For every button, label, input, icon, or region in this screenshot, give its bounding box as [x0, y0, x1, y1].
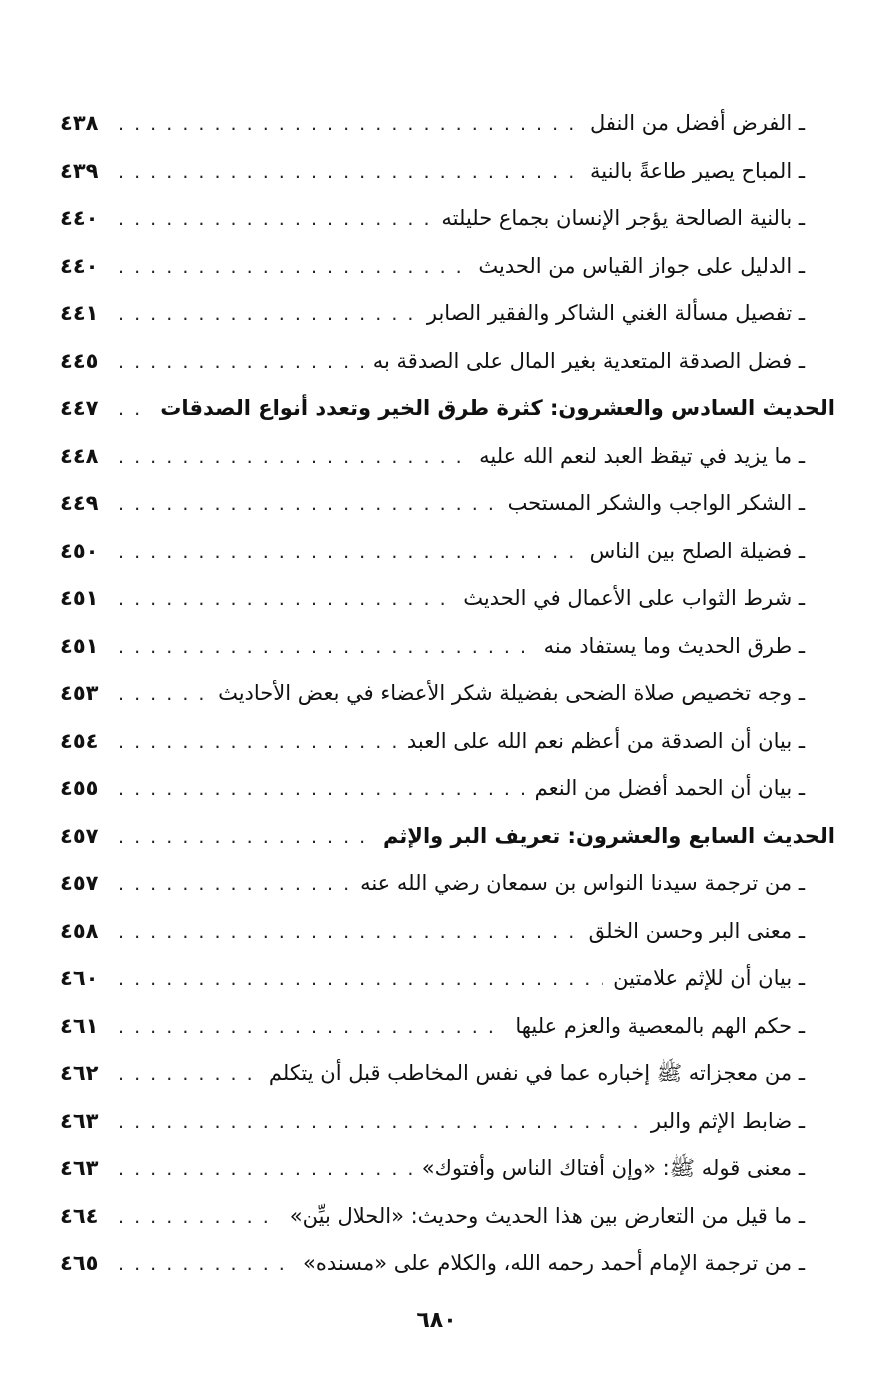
- dot-leader: [118, 576, 453, 624]
- toc-entry: [60, 765, 835, 813]
- toc-entry: [60, 1240, 835, 1288]
- page-number: ٤٣٩: [60, 158, 99, 183]
- dot-leader: [118, 101, 580, 149]
- toc-entry: [60, 1098, 835, 1146]
- dot-leader: [118, 861, 350, 909]
- page-number: ٤٤١: [60, 301, 99, 325]
- dot-leader: [118, 244, 468, 292]
- toc-entry: [60, 670, 835, 718]
- entry-title: ـ تفصيل مسألة الغني الشاكر والفقير الصابر: [426, 301, 805, 325]
- dot-leader: [118, 1241, 293, 1289]
- entry-title: ـ الدليل على جواز القياس من الحديث: [478, 253, 805, 278]
- toc-entry: [60, 1003, 835, 1051]
- dot-leader: [118, 719, 397, 767]
- page-number: ٤٥٤: [60, 728, 99, 753]
- entry-title: ـ فضيلة الصلح بين الناس: [589, 538, 805, 563]
- entry-title: ـ الفرض أفضل من النفل: [589, 111, 805, 135]
- dot-leader: [118, 434, 469, 482]
- page-number: ٤٥١: [60, 633, 99, 658]
- entry-title: ـ ضابط الإثم والبر: [650, 1108, 805, 1133]
- dot-leader: [118, 1051, 259, 1099]
- dot-leader: [118, 909, 579, 957]
- entry-title: ـ ما قيل من التعارض بين هذا الحديث وحديث: «الحلال بيِّن»: [289, 1203, 805, 1228]
- toc-entry: [60, 148, 835, 196]
- entry-title: ـ بيان أن الحمد أفضل من النعم: [534, 776, 805, 800]
- chapter-title: الحديث السادس والعشرون: كثرة طرق الخير وتعدد أنواع الصدقات: [160, 396, 835, 420]
- entry-title: ـ من ترجمة سيدنا النواس بن سمعان رضي الله عنه: [360, 871, 805, 895]
- entry-title: ـ طرق الحديث وما يستفاد منه: [543, 633, 805, 658]
- dot-leader: [118, 481, 498, 529]
- dot-leader: [118, 956, 603, 1004]
- entry-title: ـ حكم الهم بالمعصية والعزم عليها: [515, 1013, 805, 1038]
- page-number: ٤٤٥: [60, 348, 99, 373]
- entry-title: ـ معنى البر وحسن الخلق: [588, 918, 805, 943]
- dot-leader: [118, 671, 208, 719]
- dot-leader: [118, 1004, 505, 1052]
- toc-entry: [60, 955, 835, 1003]
- toc-entry: [60, 338, 835, 386]
- entry-title: ـ المباح يصير طاعةً بالنية: [590, 158, 805, 183]
- toc-entry: [60, 623, 835, 671]
- dot-leader: [118, 196, 431, 244]
- toc-entry: [60, 1145, 835, 1193]
- page-number: ٤٤٩: [60, 491, 99, 515]
- page-number: ٤٦١: [60, 1013, 99, 1038]
- page-number: ٤٦٣: [60, 1108, 99, 1133]
- page-number: ٤٥١: [60, 586, 99, 610]
- dot-leader: [118, 624, 534, 672]
- page-number: ٤٤٠: [60, 253, 99, 278]
- entry-title: ـ معنى قوله ﷺ: «وإن أفتاك الناس وأفتوك»: [421, 1156, 805, 1180]
- toc-entry: [60, 195, 835, 243]
- toc-chapter-entry: [60, 385, 835, 433]
- toc-entry: [60, 243, 835, 291]
- toc-entry: [60, 860, 835, 908]
- table-of-contents: [60, 100, 835, 1288]
- toc-entry: [60, 1193, 835, 1241]
- dot-leader: [118, 1146, 412, 1194]
- chapter-title: الحديث السابع والعشرون: تعريف البر والإثم: [382, 823, 835, 848]
- entry-title: ـ بيان أن للإثم علامتين: [613, 966, 805, 990]
- toc-entry: [60, 718, 835, 766]
- entry-title: ـ وجه تخصيص صلاة الضحى بفضيلة شكر الأعضاء في بعض الأحاديث: [218, 681, 805, 705]
- dot-leader: [118, 386, 150, 434]
- page-number: ٤٤٨: [60, 443, 99, 468]
- toc-entry: [60, 290, 835, 338]
- dot-leader: [118, 1194, 280, 1242]
- dot-leader: [118, 766, 525, 814]
- toc-entry: [60, 528, 835, 576]
- entry-title: ـ من ترجمة الإمام أحمد رحمه الله، والكلام على «مسنده»: [303, 1251, 805, 1275]
- dot-leader: [118, 291, 417, 339]
- page-number: ٤٣٨: [60, 111, 99, 135]
- page-folio-number: ٦٨٠: [416, 1308, 457, 1333]
- entry-title: ـ بيان أن الصدقة من أعظم نعم الله على العبد: [406, 728, 805, 753]
- entry-title: ـ من معجزاته ﷺ إخباره عما في نفس المخاطب قبل أن يتكلم: [268, 1061, 805, 1085]
- page-number: ٤٦٤: [60, 1203, 99, 1228]
- dot-leader: [118, 1099, 641, 1147]
- page-number: ٤٥٧: [60, 823, 99, 848]
- dot-leader: [118, 339, 363, 387]
- toc-chapter-entry: [60, 813, 835, 861]
- page-number: ٤٤٧: [60, 396, 99, 420]
- toc-entry: [60, 100, 835, 148]
- page-number: ٤٥٨: [60, 918, 99, 943]
- entry-title: ـ الشكر الواجب والشكر المستحب: [507, 491, 805, 515]
- page-number: ٤٥٥: [60, 776, 99, 800]
- page-number: ٤٦٥: [60, 1251, 99, 1275]
- dot-leader: [118, 149, 580, 197]
- entry-title: ـ ما يزيد في تيقظ العبد لنعم الله عليه: [479, 443, 805, 468]
- page-number: ٤٦٠: [60, 966, 99, 990]
- dot-leader: [118, 529, 580, 577]
- page-number: ٤٥٣: [60, 681, 99, 705]
- toc-entry: [60, 433, 835, 481]
- entry-title: ـ بالنية الصالحة يؤجر الإنسان بجماع حليلته: [441, 206, 805, 230]
- page-number: ٤٥٠: [60, 538, 99, 563]
- page-number: ٤٦٣: [60, 1156, 99, 1180]
- page-number: ٤٤٠: [60, 206, 99, 230]
- page-number: ٤٦٢: [60, 1061, 99, 1085]
- page-number: ٤٥٧: [60, 871, 99, 895]
- dot-leader: [118, 814, 373, 862]
- entry-title: ـ فضل الصدقة المتعدية بغير المال على الصدقة به: [372, 348, 805, 373]
- toc-entry: [60, 908, 835, 956]
- toc-entry: [60, 1050, 835, 1098]
- toc-entry: [60, 480, 835, 528]
- entry-title: ـ شرط الثواب على الأعمال في الحديث: [463, 586, 805, 610]
- toc-entry: [60, 575, 835, 623]
